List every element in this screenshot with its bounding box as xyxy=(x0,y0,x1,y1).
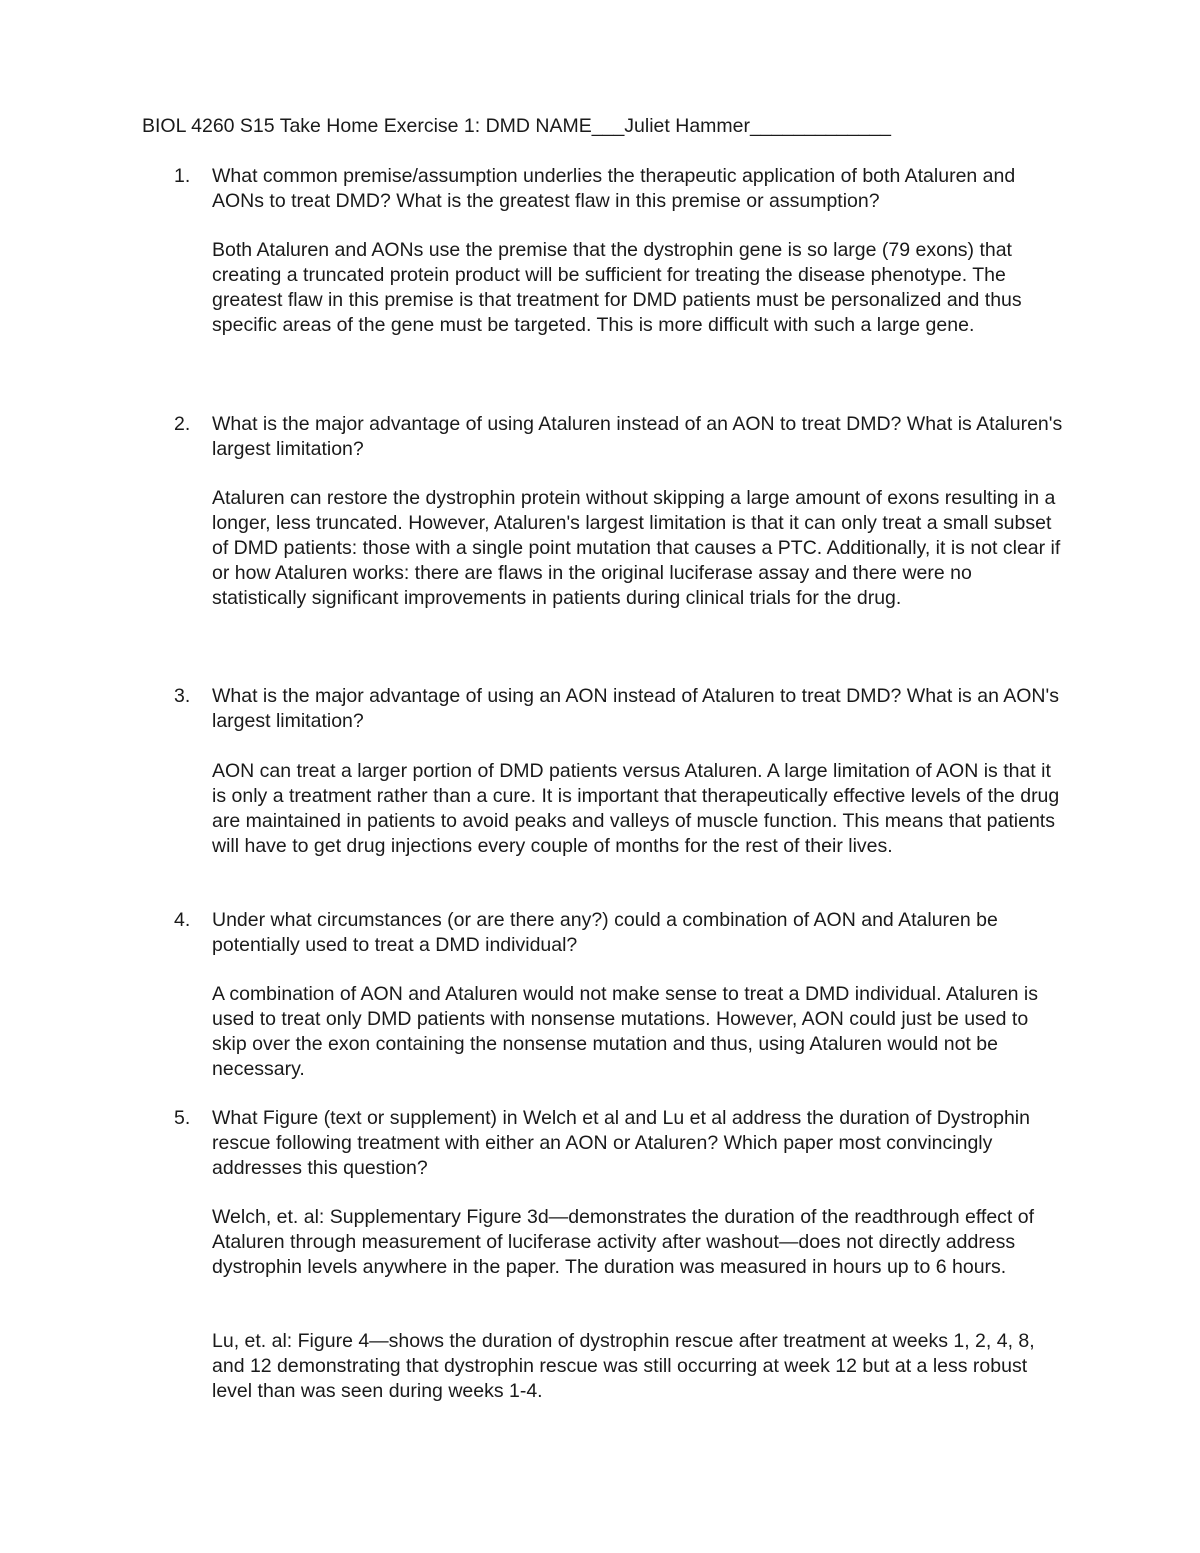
answer-3 xyxy=(212,759,1064,859)
question-text: What common premise/assumption underlies the therapeutic application of both Ataluren and AONs to treat DMD? What is the greatest flaw in this premise or assumption? xyxy=(212,165,1016,212)
answer-1 xyxy=(212,238,1064,338)
document-title: BIOL 4260 S15 Take Home Exercise 1: DMD NAME___Juliet Hammer_____________ xyxy=(142,115,891,137)
question-text: What Figure (text or supplement) in Welch et al and Lu et al address the duration of Dystrophin rescue following treatment with either an AON or Ataluren? Which paper most convincingly addresses this question? xyxy=(212,1107,1030,1179)
answer-4 xyxy=(212,982,1064,1082)
answer-paragraph: A combination of AON and Ataluren would not make sense to treat a DMD individual. Ataluren is used to treat only DMD patients with nonsense mutations. However, AON could just be used to skip over the exon containing the nonsense mutation and thus, using Ataluren would not be necessary. xyxy=(212,983,1038,1080)
question-text: Under what circumstances (or are there any?) could a combination of AON and Ataluren be potentially used to treat a DMD individual? xyxy=(212,909,998,956)
answer-paragraph: AON can treat a larger portion of DMD patients versus Ataluren. A large limitation of AON is that it is only a treatment rather than a cure. It is important that therapeutically effective levels of the drug are maintained in patients to avoid peaks and valleys of muscle function. This means that patients will have to get drug injections every couple of months for the rest of their lives. xyxy=(212,760,1060,857)
question-2 xyxy=(174,412,1064,462)
answer-paragraph: Both Ataluren and AONs use the premise that the dystrophin gene is so large (79 exons) that creating a truncated protein product will be sufficient for treating the disease phenotype. The greatest flaw in this premise is that treatment for DMD patients must be personalized and thus specific areas of the gene must be targeted. This is more difficult with such a large gene. xyxy=(212,239,1022,336)
question-number: 4. xyxy=(174,909,191,931)
question-number: 3. xyxy=(174,685,191,707)
answer-5a xyxy=(212,1205,1064,1280)
question-4 xyxy=(174,908,1064,958)
question-text: What is the major advantage of using an AON instead of Ataluren to treat DMD? What is an AON's largest limitation? xyxy=(212,685,1059,732)
question-number: 2. xyxy=(174,413,191,435)
answer-paragraph: Welch, et. al: Supplementary Figure 3d—demonstrates the duration of the readthrough effect of Ataluren through measurement of luciferase activity after washout—does not directly address dystrophin levels anywhere in the paper. The duration was measured in hours up to 6 hours. xyxy=(212,1206,1035,1278)
answer-2 xyxy=(212,486,1064,611)
question-1 xyxy=(174,164,1064,214)
question-number: 1. xyxy=(174,165,191,187)
question-number: 5. xyxy=(174,1107,191,1129)
question-3 xyxy=(174,684,1064,734)
answer-paragraph: Ataluren can restore the dystrophin protein without skipping a large amount of exons resulting in a longer, less truncated. However, Ataluren's largest limitation is that it can only treat a small subset of DMD patients: those with a single point mutation that causes a PTC. Additionally, it is not clear if or how Ataluren works: there are flaws in the original luciferase assay and there were no statistically significant improvements in patients during clinical trials for the drug. xyxy=(212,487,1061,609)
answer-5b xyxy=(212,1329,1064,1404)
question-text: What is the major advantage of using Ataluren instead of an AON to treat DMD? What is Ataluren's largest limitation? xyxy=(212,413,1063,460)
question-5 xyxy=(174,1106,1064,1181)
answer-paragraph: Lu, et. al: Figure 4—shows the duration of dystrophin rescue after treatment at weeks 1, 2, 4, 8, and 12 demonstrating that dystrophin rescue was still occurring at week 12 but at a less robust level than was seen during weeks 1-4. xyxy=(212,1330,1035,1402)
